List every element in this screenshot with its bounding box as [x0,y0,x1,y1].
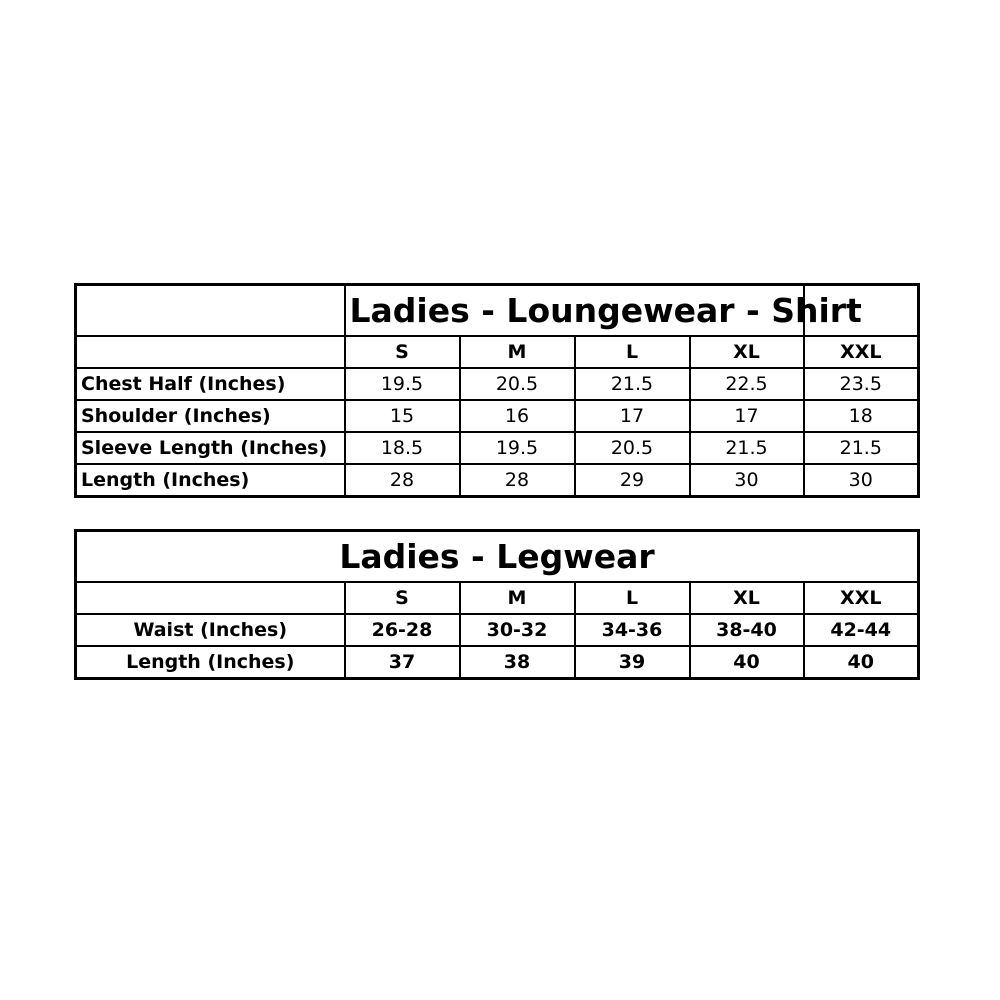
shirt-size-header: L [575,336,690,368]
table-cell: 22.5 [690,368,804,400]
table-row [76,432,919,464]
table-cell: 21.5 [690,432,804,464]
table-cell: 42-44 [804,614,919,646]
table-cell: 30 [804,464,919,497]
table-cell: 30-32 [460,614,575,646]
table-cell: 17 [575,400,690,432]
shirt-size-header: S [345,336,460,368]
table-cell: 28 [345,464,460,497]
table-cell: 26-28 [345,614,460,646]
table-cell: 20.5 [460,368,575,400]
table-cell: 30 [690,464,804,497]
row-label: Waist (Inches) [76,614,345,646]
row-label: Length (Inches) [76,646,345,679]
table-cell: 29 [575,464,690,497]
shirt-size-header: XL [690,336,804,368]
shirt-size-header: XXL [804,336,919,368]
row-label: Length (Inches) [76,464,345,497]
table-cell: 21.5 [804,432,919,464]
shirt-size-header: M [460,336,575,368]
table-cell: 19.5 [460,432,575,464]
legwear-size-header: M [460,582,575,614]
row-label: Sleeve Length (Inches) [76,432,345,464]
legwear-size-header: XL [690,582,804,614]
table-cell: 21.5 [575,368,690,400]
table-row [76,464,919,497]
legwear-header-corner [76,582,345,614]
row-label: Shoulder (Inches) [76,400,345,432]
shirt-header-corner [76,336,345,368]
table-cell: 40 [690,646,804,679]
table-cell: 20.5 [575,432,690,464]
table-row [76,614,919,646]
legwear-size-header: XXL [804,582,919,614]
table-cell: 38 [460,646,575,679]
table-row [76,646,919,679]
table-row [76,368,919,400]
table-cell: 40 [804,646,919,679]
table-cell: 34-36 [575,614,690,646]
table-cell: 15 [345,400,460,432]
table-cell: 38-40 [690,614,804,646]
legwear-table-title: Ladies - Legwear [76,531,919,583]
table-cell: 18 [804,400,919,432]
legwear-size-header: L [575,582,690,614]
shirt-table-title: Ladies - Loungewear - Shirt [345,285,804,337]
shirt-corner-cell [76,285,345,337]
table-cell: 28 [460,464,575,497]
table-row [76,400,919,432]
row-label: Chest Half (Inches) [76,368,345,400]
table-cell: 16 [460,400,575,432]
shirt-size-table [74,283,920,498]
table-cell: 37 [345,646,460,679]
table-cell: 19.5 [345,368,460,400]
table-cell: 23.5 [804,368,919,400]
legwear-size-header: S [345,582,460,614]
legwear-size-table [74,529,920,680]
table-cell: 17 [690,400,804,432]
table-cell: 18.5 [345,432,460,464]
table-cell: 39 [575,646,690,679]
